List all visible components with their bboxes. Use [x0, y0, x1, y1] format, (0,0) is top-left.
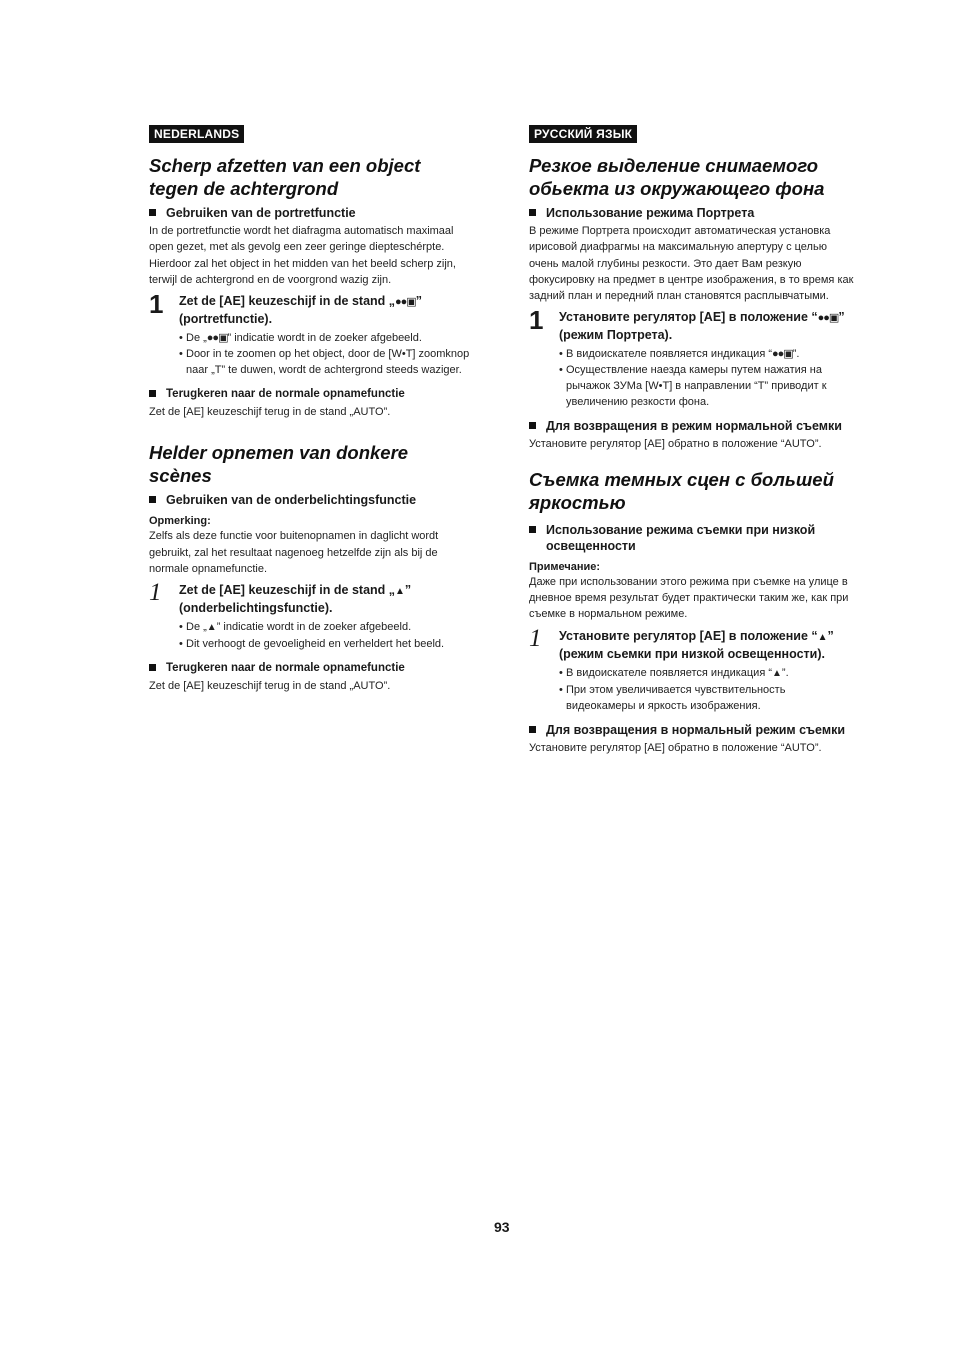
list-item: • De „▲” indicatie wordt in de zoeker afgebeeld.: [179, 619, 475, 636]
list-item: • De „●●▣” indicatie wordt in de zoeker afgebeeld.: [179, 330, 475, 346]
list-item: • В видоискателе появляется индикация “●●▣”.: [559, 346, 855, 362]
step-1-portrait: [529, 305, 855, 344]
column-russian: [529, 125, 855, 756]
subheading-return-normal: Terugkeren naar de normale opnamefunctie: [149, 660, 475, 676]
list-item: • Dit verhoogt de gevoeligheid en verheldert het beeld.: [179, 636, 475, 652]
paragraph-portrait-description: In de portretfunctie wordt het diafragma automatisch maximaal open gezet, met als gevolg een zeer geringe diepteschérpte. Hierdoor zal het object in het midden van het beeld scherp zijn, terwijl de achtergrond en de voorgrond wazig zijn.: [149, 225, 456, 286]
subheading-portrait-function: Gebruiken van de portretfunctie: [149, 205, 475, 221]
section-title-dark-scenes: Съемка темных сцен с большей яркостью: [529, 468, 834, 513]
paragraph-portrait-description: В режиме Портрета происходит автоматическая установка ирисовой диафрагмы на максимальную апертуру с целью очень малой глубины резкости. Это дает Вам резкую фокусировку на предмет в центре изображения, в то время как задний план и передний план становятся расплывчатыми.: [529, 225, 854, 303]
list-item: • Осуществление наезда камеры путем нажатия на рычажок ЗУМа [W•T] в направлении “T” приводит к увеличению резкости фона.: [559, 362, 855, 410]
step-number: 1: [149, 579, 162, 607]
paragraph-return-normal: Установите регулятор [AE] обратно в положение “AUTO”.: [529, 438, 822, 451]
square-bullet-icon: [149, 664, 156, 671]
language-tag-dutch: NEDERLANDS: [149, 125, 244, 143]
note-label: Примечание:: [529, 560, 601, 573]
note-label: Opmerking:: [149, 515, 211, 528]
step-instruction: Zet de [AE] keuzeschijf in de stand „●●▣” (portretfunctie).: [179, 294, 422, 327]
subheading-portrait-function: Использование режима Портрета: [529, 205, 855, 221]
step-instruction: Установите регулятор [AE] в положение “▲” (режим сьемки при низкой освещенности).: [559, 628, 834, 661]
low-light-mode-icon: ▲: [817, 631, 828, 643]
low-light-mode-icon: ▲: [395, 586, 405, 598]
portrait-mode-icon: ●●▣: [395, 296, 416, 309]
subheading-return-normal: Terugkeren naar de normale opnamefunctie: [149, 386, 475, 402]
step-number: 1: [149, 289, 164, 320]
step-number: 1: [529, 305, 544, 336]
list-item: • В видоискателе появляется индикация “▲”.: [559, 665, 855, 682]
step-1-low-light: [529, 624, 855, 663]
subheading-low-light-function: Использование режима съемки при низкой освещенности: [529, 522, 855, 554]
square-bullet-icon: [149, 390, 156, 397]
section-title-sharp-subject: Резкое выделение снимаемого обьекта из окружающего фона: [529, 155, 825, 199]
column-dutch: [149, 125, 475, 695]
bullet-list: [149, 330, 475, 378]
list-item: • Door in te zoomen op het object, door de [W•T] zoomknop naar „T” te duwen, wordt de achtergrond steeds waziger.: [179, 346, 475, 378]
list-item: • При этом увеличивается чувствительность видеокамеры и яркость изображения.: [559, 682, 855, 714]
step-1-low-light: [149, 579, 475, 617]
portrait-mode-icon: ●●▣: [772, 348, 793, 361]
section-title-dark-scenes: Helder opnemen van donkere scènes: [149, 442, 409, 487]
paragraph-return-normal: Zet de [AE] keuzeschijf terug in de stand „AUTO”.: [149, 680, 391, 693]
subheading-low-light-function: Gebruiken van de onderbelichtingsfunctie: [149, 492, 475, 508]
paragraph-return-normal: Установите регулятор [AE] обратно в положение “AUTO”.: [529, 741, 822, 754]
subheading-return-normal: Для возвращения в режим нормальной съемки: [529, 418, 855, 434]
bullet-list: [529, 665, 855, 714]
step-number: 1: [529, 624, 542, 652]
square-bullet-icon: [529, 726, 536, 733]
square-bullet-icon: [529, 526, 536, 533]
bullet-list: [529, 346, 855, 410]
square-bullet-icon: [529, 209, 536, 216]
step-instruction: Zet de [AE] keuzeschijf in de stand „▲” (onderbelichtingsfunctie).: [179, 583, 412, 616]
paragraph-return-normal: Zet de [AE] keuzeschijf terug in de stand „AUTO”.: [149, 406, 391, 419]
square-bullet-icon: [149, 209, 156, 216]
paragraph-note: Zelfs als deze functie voor buitenopnamen in daglicht wordt gebruikt, zal het resultaat nagenoeg hetzelfde zijn als bij de normale opnamefunctie.: [149, 530, 439, 576]
portrait-mode-icon: ●●▣: [206, 332, 228, 345]
low-light-mode-icon: ▲: [772, 667, 782, 679]
page-number: 93: [494, 1219, 510, 1235]
paragraph-note: Даже при использовании этого режима при съемке на улице в дневное время результат будет практически таким же, как при съемке в нормальном режиме.: [529, 575, 849, 621]
language-tag-russian: РУССКИЙ ЯЗЫК: [529, 125, 637, 143]
subheading-return-normal: Для возвращения в нормальный режим съемки: [529, 722, 855, 738]
low-light-mode-icon: ▲: [206, 622, 217, 634]
section-title-sharp-subject: Scherp afzetten van een object tegen de achtergrond: [149, 155, 421, 199]
square-bullet-icon: [529, 422, 536, 429]
portrait-mode-icon: ●●▣: [817, 312, 839, 325]
bullet-list: [149, 619, 475, 652]
step-instruction: Установите регулятор [AE] в положение “●●▣” (режим Портрета).: [559, 310, 845, 343]
square-bullet-icon: [149, 496, 156, 503]
step-1-portrait: [149, 289, 475, 328]
